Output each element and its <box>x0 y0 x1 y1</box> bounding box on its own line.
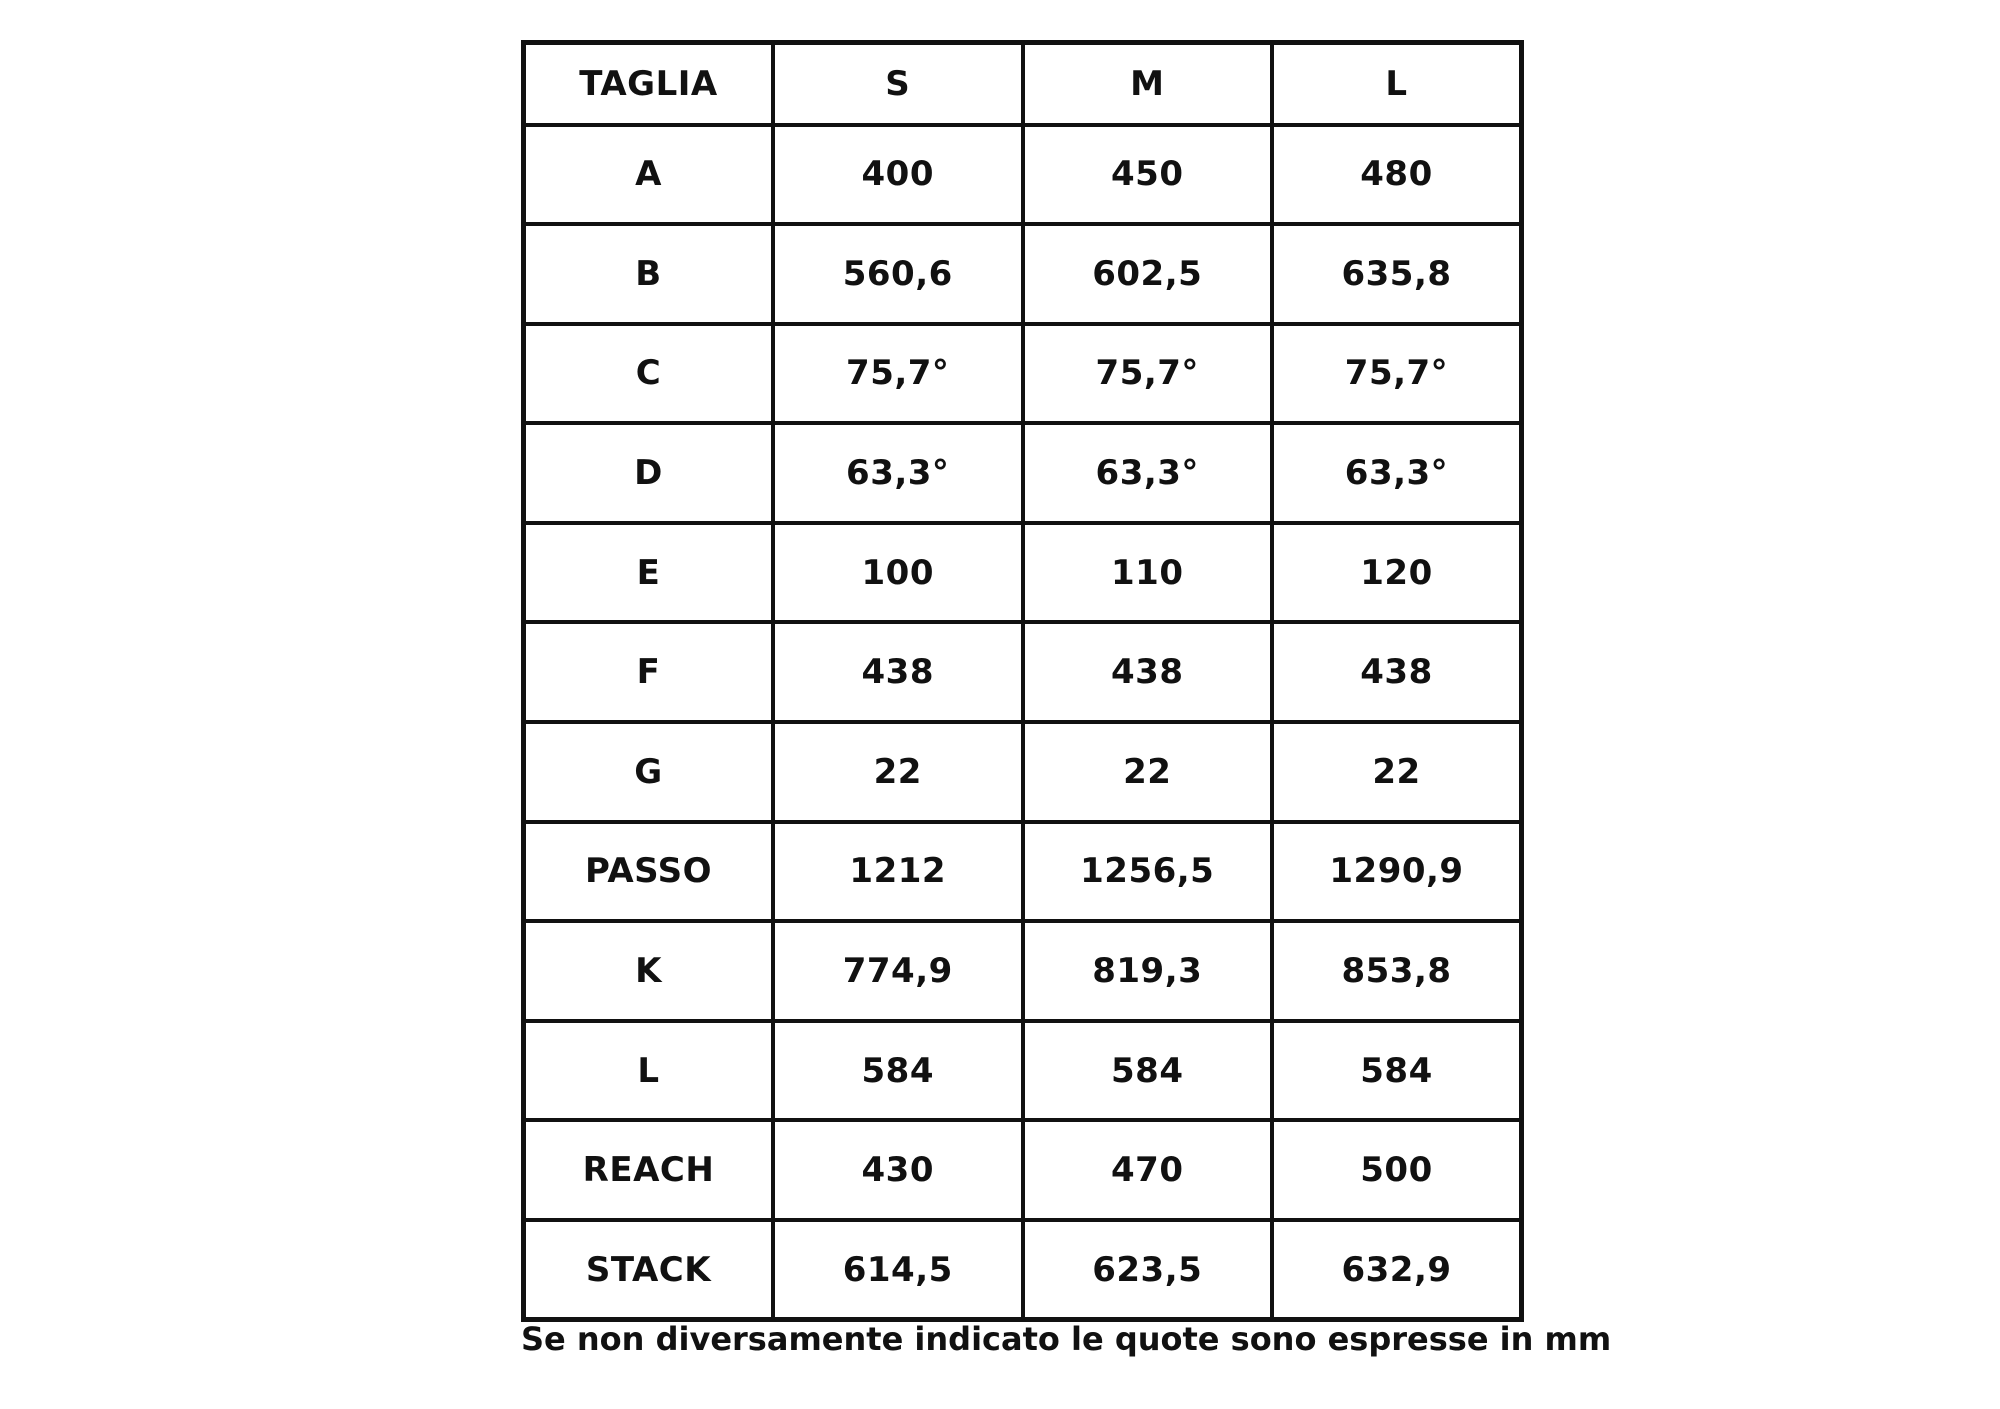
cell-size-s: 614,5 <box>773 1220 1023 1320</box>
cell-size-s: 774,9 <box>773 921 1023 1021</box>
cell-size-l: 438 <box>1272 622 1522 722</box>
cell-size-l: 1290,9 <box>1272 822 1522 922</box>
cell-size-m: 450 <box>1023 125 1273 225</box>
cell-size-l: 63,3° <box>1272 423 1522 523</box>
cell-size-m: 470 <box>1023 1120 1273 1220</box>
header-taglia: TAGLIA <box>524 43 774 125</box>
table-row <box>524 921 1522 1021</box>
cell-size-l: 584 <box>1272 1021 1522 1121</box>
table-row <box>524 125 1522 225</box>
row-label: C <box>524 324 774 424</box>
cell-size-l: 635,8 <box>1272 224 1522 324</box>
cell-size-m: 75,7° <box>1023 324 1273 424</box>
cell-size-s: 100 <box>773 523 1023 623</box>
table-row <box>524 423 1522 523</box>
cell-size-s: 430 <box>773 1120 1023 1220</box>
cell-size-m: 819,3 <box>1023 921 1273 1021</box>
table-row <box>524 1220 1522 1320</box>
header-size-m: M <box>1023 43 1273 125</box>
cell-size-l: 632,9 <box>1272 1220 1522 1320</box>
cell-size-m: 63,3° <box>1023 423 1273 523</box>
table-row <box>524 523 1522 623</box>
row-label: PASSO <box>524 822 774 922</box>
cell-size-m: 1256,5 <box>1023 822 1273 922</box>
table-row <box>524 822 1522 922</box>
cell-size-s: 400 <box>773 125 1023 225</box>
cell-size-m: 602,5 <box>1023 224 1273 324</box>
table-row <box>524 622 1522 722</box>
row-label: A <box>524 125 774 225</box>
cell-size-m: 623,5 <box>1023 1220 1273 1320</box>
row-label: STACK <box>524 1220 774 1320</box>
units-footnote: Se non diversamente indicato le quote sono espresse in mm <box>521 1320 1612 1358</box>
size-geometry-table <box>521 40 1524 1322</box>
cell-size-m: 584 <box>1023 1021 1273 1121</box>
cell-size-m: 22 <box>1023 722 1273 822</box>
cell-size-l: 500 <box>1272 1120 1522 1220</box>
table-header <box>524 43 1522 125</box>
row-label: REACH <box>524 1120 774 1220</box>
cell-size-s: 22 <box>773 722 1023 822</box>
row-label: B <box>524 224 774 324</box>
table-row <box>524 1021 1522 1121</box>
cell-size-s: 75,7° <box>773 324 1023 424</box>
table-body <box>524 125 1522 1320</box>
cell-size-m: 438 <box>1023 622 1273 722</box>
cell-size-l: 480 <box>1272 125 1522 225</box>
row-label: K <box>524 921 774 1021</box>
header-row <box>524 43 1522 125</box>
header-size-s: S <box>773 43 1023 125</box>
table-row <box>524 324 1522 424</box>
cell-size-s: 584 <box>773 1021 1023 1121</box>
cell-size-s: 63,3° <box>773 423 1023 523</box>
cell-size-s: 438 <box>773 622 1023 722</box>
cell-size-l: 22 <box>1272 722 1522 822</box>
header-size-l: L <box>1272 43 1522 125</box>
row-label: D <box>524 423 774 523</box>
table-row <box>524 722 1522 822</box>
row-label: G <box>524 722 774 822</box>
cell-size-l: 120 <box>1272 523 1522 623</box>
row-label: F <box>524 622 774 722</box>
row-label: L <box>524 1021 774 1121</box>
cell-size-l: 853,8 <box>1272 921 1522 1021</box>
cell-size-s: 560,6 <box>773 224 1023 324</box>
cell-size-m: 110 <box>1023 523 1273 623</box>
cell-size-l: 75,7° <box>1272 324 1522 424</box>
table-row <box>524 1120 1522 1220</box>
cell-size-s: 1212 <box>773 822 1023 922</box>
table-row <box>524 224 1522 324</box>
row-label: E <box>524 523 774 623</box>
